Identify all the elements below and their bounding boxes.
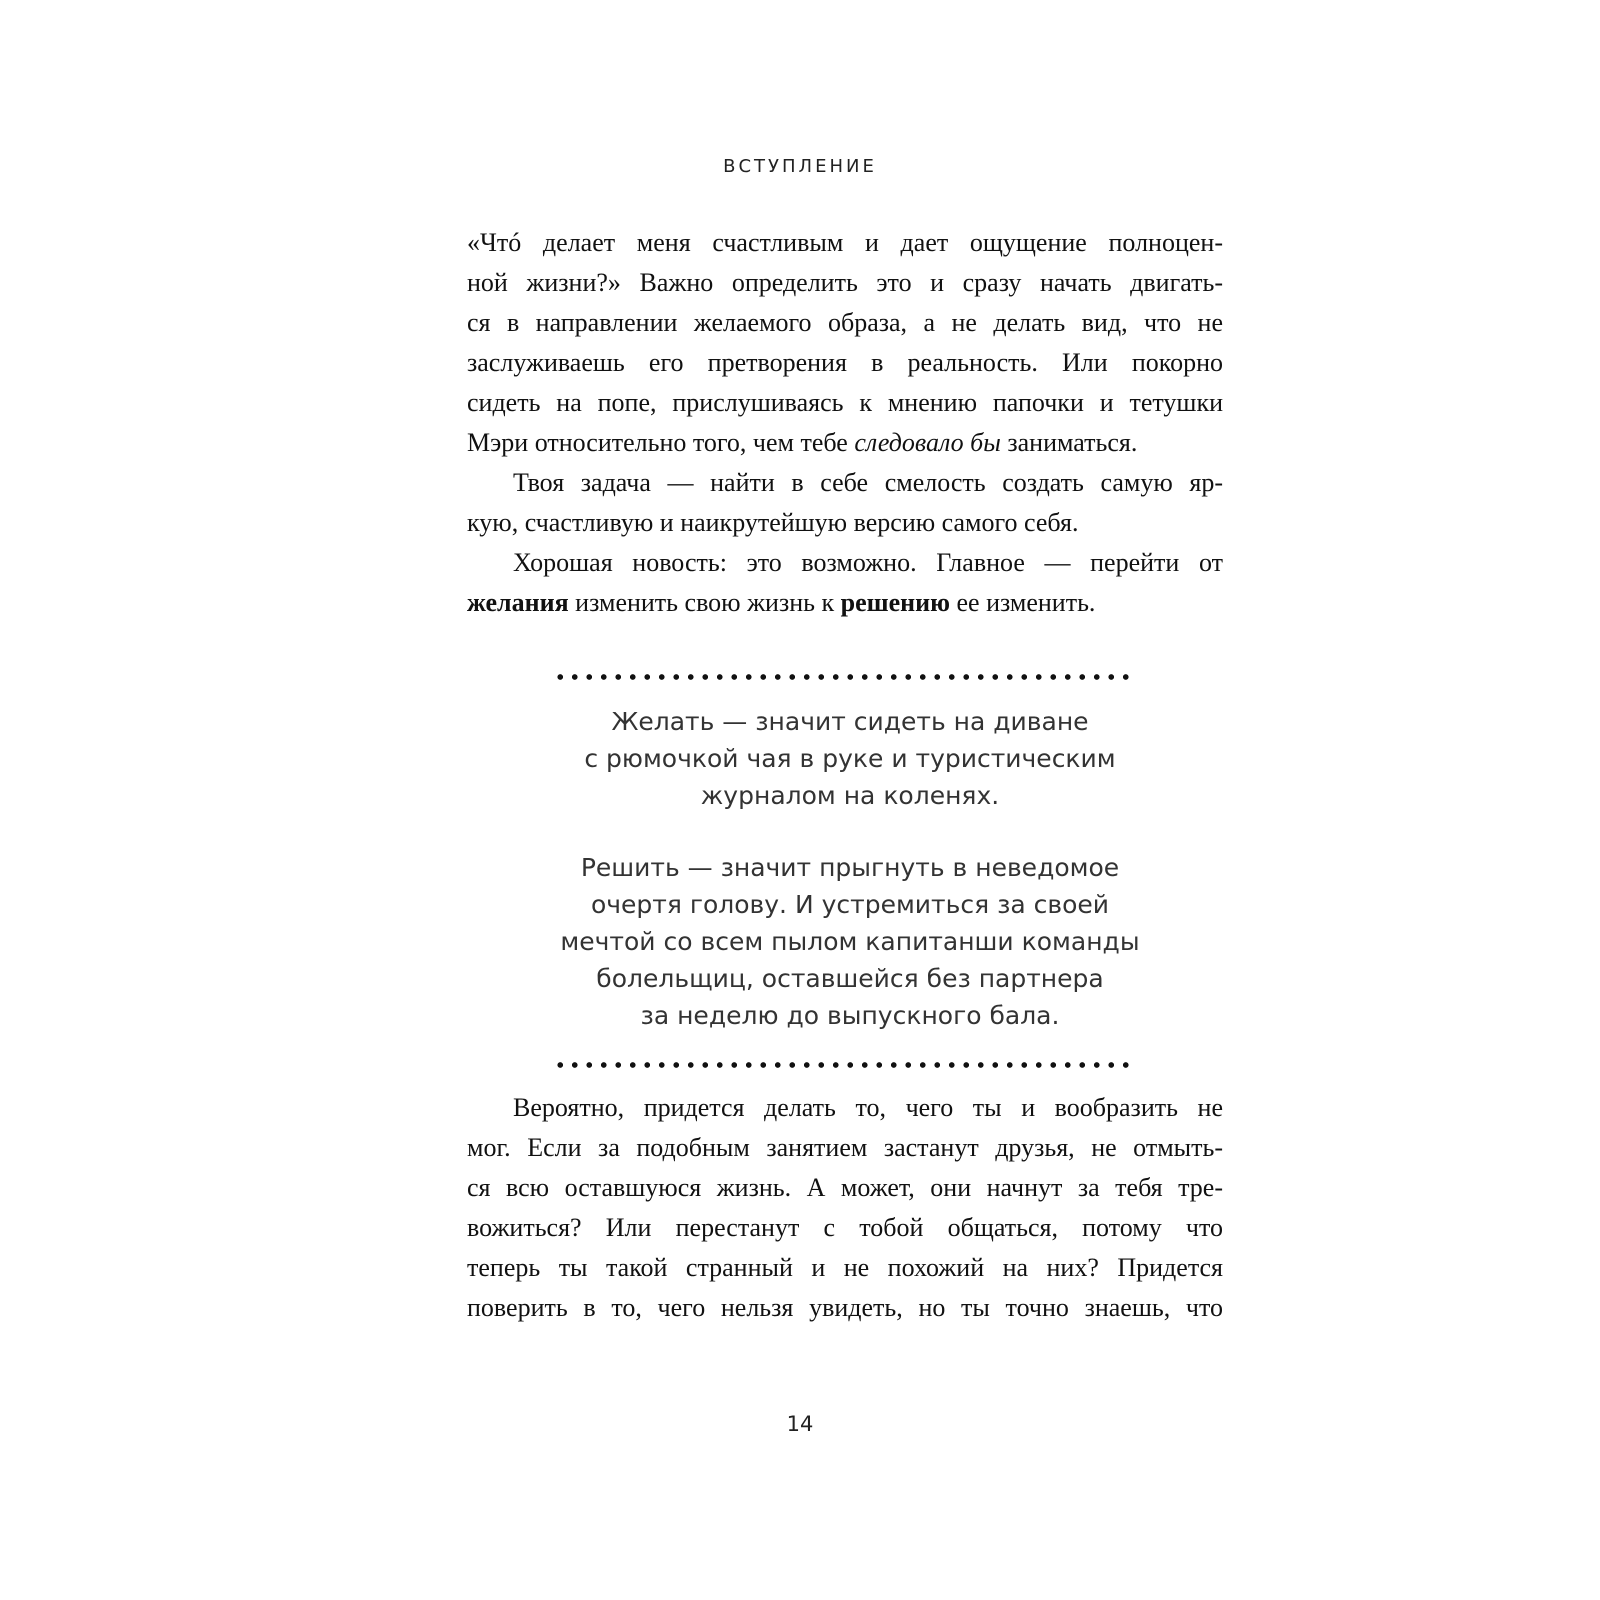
paragraph-line: желания изменить свою жизнь к решению ее изменить. xyxy=(467,588,1096,617)
emphasis-bold: решению xyxy=(840,588,950,617)
text-block-top xyxy=(467,223,1223,623)
paragraph-line: ной жизни?» Важно определить это и сразу начать двигать- xyxy=(467,268,1223,297)
emphasis-italic: следовало бы xyxy=(854,428,1001,457)
quote-line: мечтой со всем пылом капитанши команды xyxy=(560,927,1140,956)
paragraph-line: Мэри относительно того, чем тебе следовало бы заниматься. xyxy=(467,428,1138,457)
quote-line: за неделю до выпускного бала. xyxy=(640,1001,1060,1030)
callout-quote-decide xyxy=(500,849,1200,1034)
paragraph-line: мог. Если за подобным занятием застанут друзья, не отмыть- xyxy=(467,1133,1223,1162)
paragraph-line: сидеть на попе, прислушиваясь к мнению папочки и тетушки xyxy=(467,388,1223,417)
paragraph-line: ся всю оставшуюся жизнь. А может, они начнут за тебя тре- xyxy=(467,1173,1223,1202)
text-block-bottom xyxy=(467,1088,1223,1328)
quote-line: с рюмочкой чая в руке и туристическим xyxy=(584,744,1116,773)
paragraph-line: вожиться? Или перестанут с тобой общаться, потому что xyxy=(467,1213,1223,1242)
quote-line: болельщиц, оставшейся без партнера xyxy=(596,964,1104,993)
paragraph-line: Твоя задача — найти в себе смелость создать самую яр- xyxy=(513,468,1223,497)
running-head: ВСТУПЛЕНИЕ xyxy=(723,156,877,177)
quote-line: очертя голову. И устремиться за своей xyxy=(590,890,1110,919)
paragraph-line: Вероятно, придется делать то, чего ты и вообразить не xyxy=(513,1093,1223,1122)
quote-line: журналом на коленях. xyxy=(700,781,1000,810)
quote-line: Желать — значит сидеть на диване xyxy=(611,707,1089,736)
paragraph-line: кую, счастливую и наикрутейшую версию самого себя. xyxy=(467,508,1079,537)
page-number: 14 xyxy=(786,1412,814,1436)
paragraph-line: Хорошая новость: это возможно. Главное — перейти от xyxy=(513,548,1223,577)
callout-quote-wish xyxy=(500,703,1200,814)
paragraph-line: поверить в то, чего нельзя увидеть, но ты точно знаешь, что xyxy=(467,1293,1223,1322)
quote-line: Решить — значит прыгнуть в неведомое xyxy=(580,853,1120,882)
paragraph-line: теперь ты такой странный и не похожий на них? Придется xyxy=(467,1253,1223,1282)
dotted-divider-top xyxy=(553,672,1133,682)
paragraph-line: «Чтó делает меня счастливым и дает ощущение полноцен- xyxy=(467,228,1223,257)
paragraph-line: заслуживаешь его претворения в реальность. Или покорно xyxy=(467,348,1223,377)
emphasis-bold: желания xyxy=(467,588,569,617)
paragraph-line: ся в направлении желаемого образа, а не делать вид, что не xyxy=(467,308,1223,337)
dotted-divider-bottom xyxy=(553,1060,1133,1070)
